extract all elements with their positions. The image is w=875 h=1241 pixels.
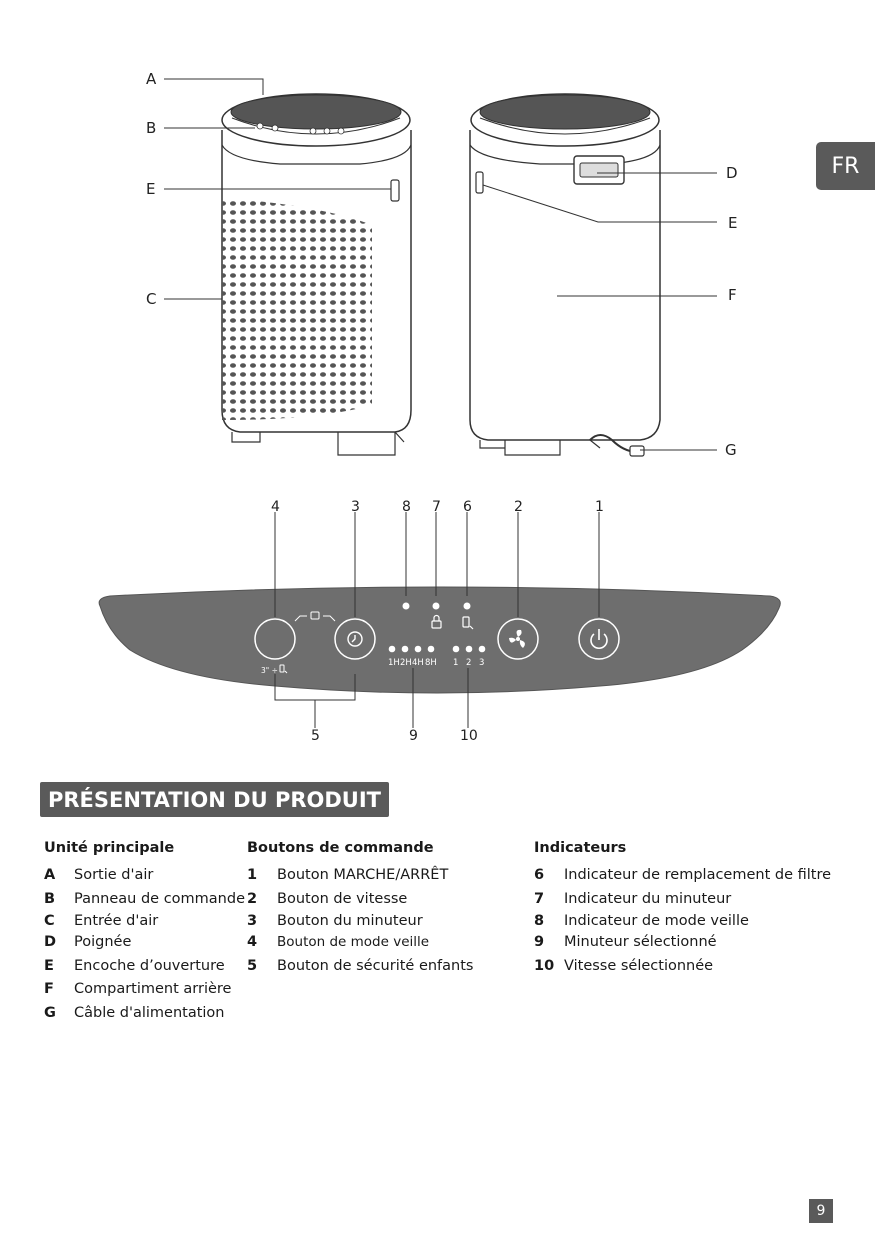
- callout-a: A: [146, 70, 157, 88]
- panel-number-2: 2: [514, 499, 523, 515]
- legend-item: 4 Bouton de mode veille: [247, 934, 430, 950]
- legend-main-unit: [44, 838, 245, 1025]
- callout-e-left: E: [146, 180, 156, 198]
- legend-heading: Indicateurs: [534, 840, 627, 856]
- legend-item: 9 Minuteur sélectionné: [534, 934, 717, 950]
- legend-indicators: [534, 838, 831, 978]
- page-number: 9: [809, 1199, 833, 1223]
- panel-number-8: 8: [402, 499, 411, 515]
- legend-item: G Câble d'alimentation: [44, 1004, 225, 1021]
- panel-number-1: 1: [595, 499, 604, 515]
- legend-heading: Boutons de commande: [247, 840, 434, 856]
- timer-label-8h: 8H: [425, 658, 437, 668]
- speed-label-3: 3: [479, 658, 485, 668]
- timer-label-1h: 1H: [388, 658, 400, 668]
- speed-label-2: 2: [466, 658, 472, 668]
- panel-number-4: 4: [271, 499, 280, 515]
- panel-number-10: 10: [460, 728, 478, 744]
- callout-c: C: [146, 290, 157, 308]
- control-panel-diagram: [0, 490, 875, 750]
- legend-item: 2 Bouton de vitesse: [247, 890, 408, 907]
- legend-item: D Poignée: [44, 934, 132, 950]
- legend-item: E Encoche d’ouverture: [44, 957, 225, 974]
- legend-control-buttons: [247, 838, 473, 978]
- language-tab: FR: [816, 142, 875, 190]
- callout-b: B: [146, 119, 157, 137]
- legend-item: F Compartiment arrière: [44, 981, 232, 997]
- device-illustration: [0, 0, 875, 470]
- speed-leds: [453, 646, 486, 653]
- legend-heading: Unité principale: [44, 840, 175, 856]
- panel-number-7: 7: [432, 499, 441, 515]
- hold-hint-text: 3" ÷: [261, 666, 278, 675]
- speed-label-1: 1: [453, 658, 459, 668]
- panel-number-9: 9: [409, 728, 418, 744]
- sleep-indicator-led: [403, 603, 410, 610]
- legend-item: C Entrée d'air: [44, 913, 159, 929]
- timer-indicator-led: [433, 603, 440, 610]
- legend-item: 8 Indicateur de mode veille: [534, 913, 749, 929]
- front-unit: [222, 94, 411, 455]
- timer-label-4h: 4H: [412, 658, 424, 668]
- legend-item: 6 Indicateur de remplacement de filtre: [534, 867, 832, 883]
- control-panel: [99, 587, 780, 693]
- panel-number-3: 3: [351, 499, 360, 515]
- back-unit: [470, 94, 660, 456]
- callout-f: F: [728, 286, 737, 304]
- callout-d: D: [726, 164, 738, 182]
- legend-item: 1 Bouton MARCHE/ARRÊT: [247, 867, 449, 883]
- callout-g: G: [725, 441, 737, 459]
- legend-item: 3 Bouton du minuteur: [247, 913, 423, 929]
- legend-item: 7 Indicateur du minuteur: [534, 890, 732, 907]
- panel-number-6: 6: [463, 499, 472, 515]
- timer-label-2h: 2H: [400, 658, 412, 668]
- callout-e-right: E: [728, 214, 738, 232]
- legend-item: 10 Vitesse sélectionnée: [534, 957, 714, 974]
- legend-item: 5 Bouton de sécurité enfants: [247, 957, 474, 974]
- legend-item: A Sortie d'air: [44, 867, 154, 883]
- filter-indicator-led: [464, 603, 471, 610]
- panel-number-5: 5: [311, 728, 320, 744]
- legend-item: B Panneau de commande: [44, 890, 245, 907]
- section-title: PRÉSENTATION DU PRODUIT: [40, 782, 389, 817]
